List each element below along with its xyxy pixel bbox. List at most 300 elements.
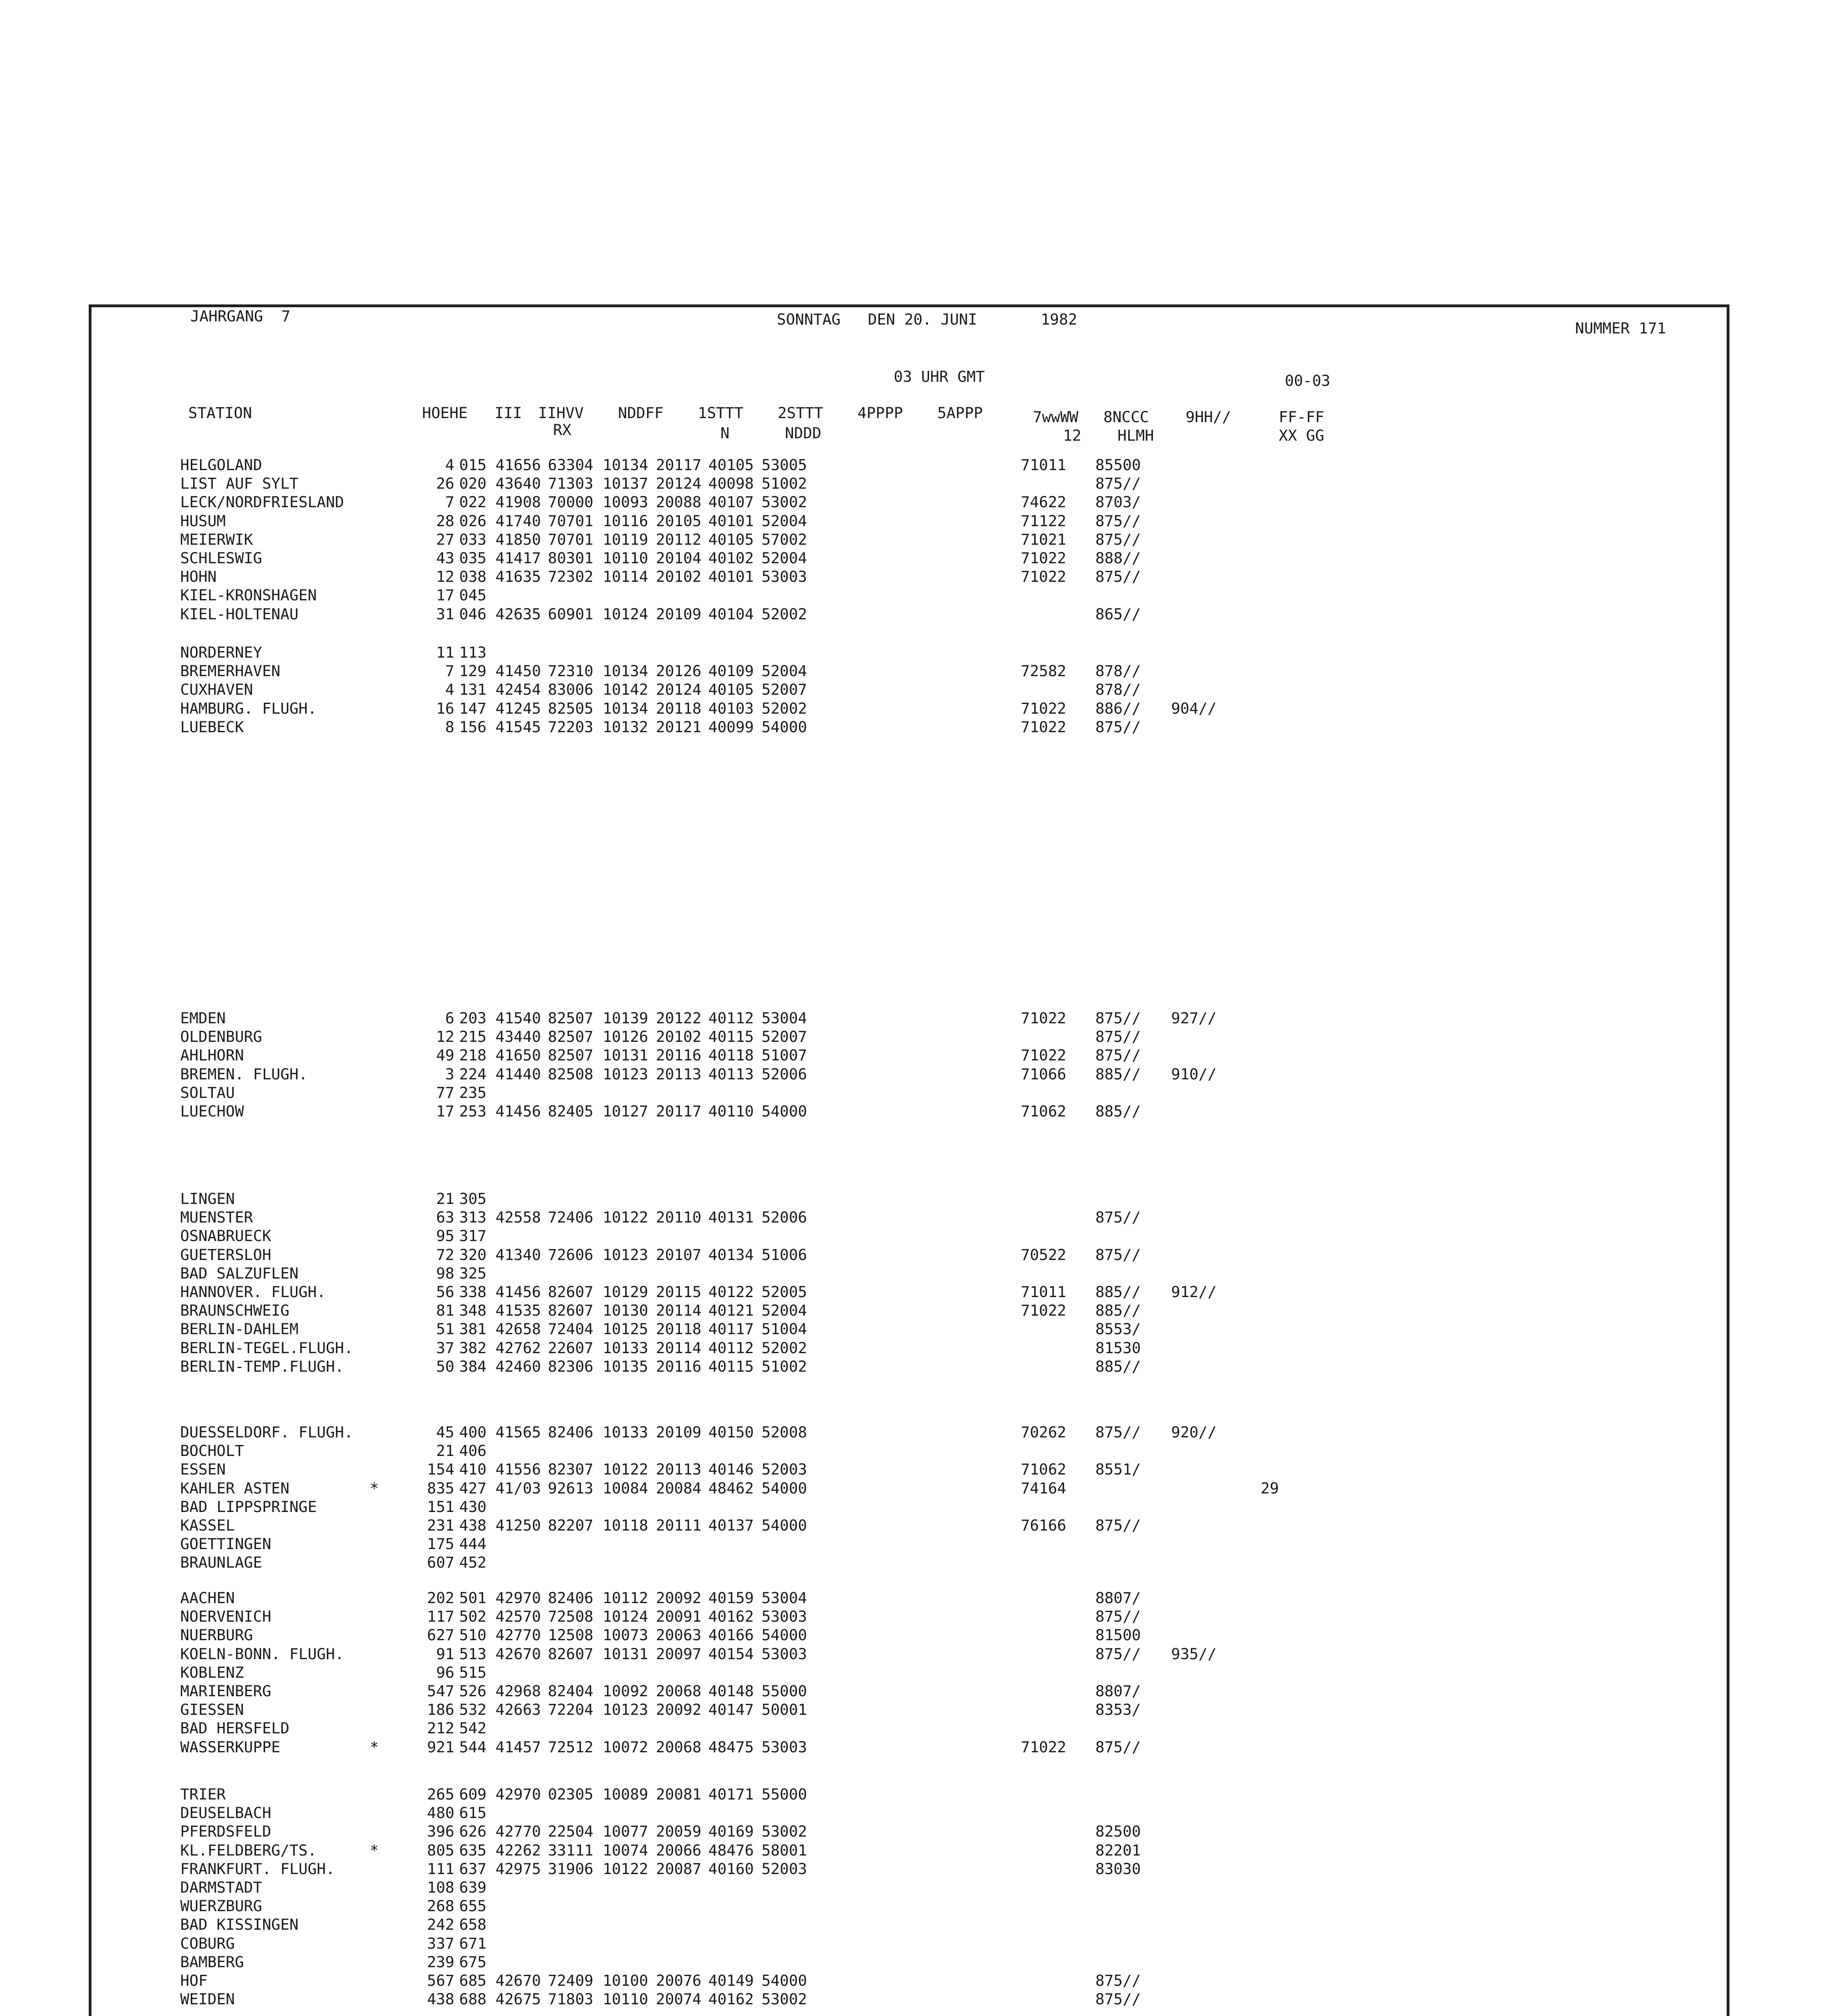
station-index: 015 [459,456,487,474]
station-name: HELGOLAND [180,456,262,474]
group-8nccc: 8807/ [1095,1589,1141,1607]
col-7wwww: 7wwWW [1033,408,1078,426]
station-name: BAD HERSFELD [180,1719,289,1737]
group-2sttt: 20110 [656,1208,701,1227]
station-index: 410 [459,1460,487,1479]
group-5appp: 52006 [762,1208,807,1227]
station-name: WASSERKUPPE [180,1738,281,1756]
table-row [92,1027,1732,1046]
elevation-value: 50 [436,1357,454,1375]
table-row [92,699,1732,718]
station-index: 501 [459,1589,487,1607]
group-5appp: 53002 [762,1822,807,1841]
table-row [92,1971,1732,1990]
table-row [92,512,1732,530]
station-index: 215 [459,1028,487,1046]
group-5appp: 53004 [762,1009,807,1027]
group-iihvv: 41850 [495,530,541,548]
station-index: 671 [459,1934,487,1952]
elevation-value: 835 [427,1479,454,1497]
station-index: 253 [459,1102,487,1120]
station-index: 685 [459,1972,487,1989]
group-1sttt: 10072 [603,1738,648,1756]
station-index: 452 [459,1554,487,1572]
elevation-value: 96 [436,1663,454,1681]
station-index: 235 [459,1083,487,1102]
station-name: HOF [180,1972,208,1989]
group-2sttt: 20105 [656,512,701,530]
table-row [92,1102,1732,1120]
group-2sttt: 20116 [656,1357,701,1375]
group-2sttt: 20113 [656,1065,701,1083]
group-iihvv: 41565 [495,1423,541,1441]
elevation-value: 154 [427,1460,454,1479]
group-2sttt: 20059 [656,1822,701,1841]
elevation-value: 17 [436,1102,454,1120]
group-1sttt: 10124 [603,605,648,623]
group-4pppp: 40159 [708,1589,754,1607]
table-row [92,1009,1732,1027]
group-5appp: 52005 [762,1283,807,1301]
col-5appp: 5APPP [937,404,983,422]
group-1sttt: 10089 [603,1785,648,1803]
elevation-value: 231 [427,1516,454,1534]
group-iihvv: 41456 [495,1283,541,1301]
group-8nccc: 875// [1095,1046,1141,1064]
station-name: OSNABRUECK [180,1227,271,1245]
group-1sttt: 10130 [603,1302,648,1320]
group-iihvv: 41245 [495,699,541,717]
station-index: 129 [459,662,487,680]
group-4pppp: 40171 [708,1785,754,1803]
col-8nccc: 8NCCC [1103,408,1149,426]
group-4pppp: 40149 [708,1972,754,1989]
group-4pppp: 40150 [708,1423,754,1441]
group-iihvv: 42970 [495,1589,541,1607]
station-name: BERLIN-DAHLEM [180,1320,299,1338]
station-index: 615 [459,1804,487,1822]
group-8nccc: 875// [1095,475,1141,493]
group-nddff: 82207 [548,1516,593,1534]
group-8nccc: 875// [1095,1208,1141,1227]
group-1sttt: 10134 [603,662,648,680]
station-name: HUSUM [180,512,226,530]
group-5appp: 53005 [762,456,807,474]
group-iihvv: 41456 [495,1102,541,1120]
group-nddff: 82607 [548,1283,593,1301]
table-row [92,1915,1732,1934]
group-iihvv: 41540 [495,1009,541,1027]
table-row [92,1626,1732,1644]
group-4pppp: 40154 [708,1645,754,1663]
group-iihvv: 43440 [495,1028,541,1046]
group-5appp: 51002 [762,475,807,493]
group-nddff: 82306 [548,1357,593,1375]
group-2sttt: 20117 [656,1102,701,1120]
group-nddff: 12508 [548,1626,593,1644]
group-8nccc: 875// [1095,1738,1141,1756]
station-name: EMDEN [180,1009,226,1027]
group-2sttt: 20084 [656,1479,701,1497]
station-index: 338 [459,1283,487,1301]
group-1sttt: 10125 [603,1320,648,1338]
group-iihvv: 42670 [495,1645,541,1663]
group-iihvv: 41250 [495,1516,541,1534]
group-4pppp: 40148 [708,1682,754,1700]
group-4pppp: 40146 [708,1460,754,1479]
group-2sttt: 20121 [656,718,701,736]
station-name: AHLHORN [180,1046,244,1064]
group-2sttt: 20113 [656,1460,701,1479]
group-4pppp: 40113 [708,1065,754,1083]
elevation-value: 111 [427,1860,454,1878]
group-8nccc: 875// [1095,1245,1141,1264]
station-name: MARIENBERG [180,1682,271,1700]
elevation-value: 202 [427,1589,454,1607]
group-nddff: 02305 [548,1785,593,1803]
group-7wwww: 71022 [1021,699,1066,717]
table-row [92,662,1732,680]
group-4pppp: 40112 [708,1339,754,1357]
station-name: MEIERWIK [180,530,253,548]
elevation-value: 51 [436,1320,454,1338]
group-1sttt: 10084 [603,1479,648,1497]
group-4pppp: 40101 [708,512,754,530]
group-5appp: 55000 [762,1682,807,1700]
group-2sttt: 20118 [656,1320,701,1338]
group-iihvv: 41545 [495,718,541,736]
group-5appp: 52004 [762,549,807,567]
group-nddff: 71803 [548,1990,593,2008]
table-row [92,1953,1732,1971]
elevation-value: 480 [427,1804,454,1822]
table-row [92,1301,1732,1320]
group-5appp: 52002 [762,1339,807,1357]
station-name: PFERDSFELD [180,1822,271,1841]
station-index: 626 [459,1822,487,1841]
group-iihvv: 42762 [495,1339,541,1357]
station-index: 400 [459,1423,487,1441]
elevation-value: 43 [436,549,454,567]
group-iihvv: 42975 [495,1860,541,1878]
table-row [92,1189,1732,1208]
group-9hh: 910// [1171,1065,1217,1083]
elevation-value: 7 [445,662,454,680]
station-name: GIESSEN [180,1701,244,1719]
station-name: KOELN-BONN. FLUGH. [180,1645,344,1663]
group-7wwww: 71122 [1021,512,1066,530]
group-2sttt: 20091 [656,1608,701,1626]
group-nddff: 72302 [548,568,593,586]
group-nddff: 82507 [548,1009,593,1027]
group-5appp: 54000 [762,1102,807,1120]
group-8nccc: 875// [1095,1645,1141,1663]
group-2sttt: 20102 [656,568,701,586]
group-2sttt: 20114 [656,1339,701,1357]
group-ff: 29 [1261,1479,1279,1497]
elevation-value: 11 [436,644,454,661]
table-row [92,1607,1732,1626]
station-name: KIEL-HOLTENAU [180,605,299,623]
group-7wwww: 71021 [1021,530,1066,548]
col-hlmh: HLMH [1118,427,1154,444]
group-nddff: 82406 [548,1423,593,1441]
elevation-value: 438 [427,1990,454,2008]
group-5appp: 52007 [762,1028,807,1046]
group-5appp: 58001 [762,1841,807,1859]
station-name: TRIER [180,1785,226,1803]
group-2sttt: 20109 [656,1423,701,1441]
col-hoehe: HOEHE [422,404,468,422]
group-1sttt: 10118 [603,1516,648,1534]
group-5appp: 52002 [762,605,807,623]
station-index: 384 [459,1357,487,1375]
table-row [92,1719,1732,1737]
group-nddff: 22504 [548,1822,593,1841]
report-sheet [89,304,1729,2016]
group-iihvv: 41457 [495,1738,541,1756]
station-index: 510 [459,1626,487,1644]
group-nddff: 82507 [548,1046,593,1064]
table-row [92,1320,1732,1338]
station-name: OLDENBURG [180,1028,262,1046]
group-5appp: 52004 [762,1302,807,1320]
table-row [92,1897,1732,1915]
report-date: SONNTAG DEN 20. JUNI 1982 [777,310,1078,328]
group-nddff: 22607 [548,1339,593,1357]
col-n: N [720,424,730,442]
group-2sttt: 20063 [656,1626,701,1644]
group-iihvv: 42968 [495,1682,541,1700]
group-4pppp: 40105 [708,530,754,548]
group-iihvv: 42970 [495,1785,541,1803]
group-4pppp: 40137 [708,1516,754,1534]
station-name: LUECHOW [180,1102,244,1120]
group-8nccc: 85500 [1095,456,1141,474]
group-1sttt: 10073 [603,1626,648,1644]
group-7wwww: 71011 [1021,1283,1066,1301]
group-iihvv: 43640 [495,475,541,493]
group-5appp: 52003 [762,1860,807,1878]
group-1sttt: 10123 [603,1701,648,1719]
group-2sttt: 20104 [656,549,701,567]
group-iihvv: 41450 [495,662,541,680]
group-9hh: 935// [1171,1645,1217,1663]
group-nddff: 31906 [548,1860,593,1878]
group-1sttt: 10131 [603,1046,648,1064]
elevation-value: 7 [445,493,454,511]
station-name: BRAUNSCHWEIG [180,1302,289,1320]
station-index: 131 [459,681,487,699]
station-name: GOETTINGEN [180,1535,271,1553]
group-1sttt: 10131 [603,1645,648,1663]
group-1sttt: 10129 [603,1283,648,1301]
elevation-value: 921 [427,1738,454,1756]
elevation-value: 117 [427,1608,454,1626]
group-2sttt: 20102 [656,1028,701,1046]
group-nddff: 60901 [548,605,593,623]
col-12: 12 [1063,427,1082,444]
elevation-value: 627 [427,1626,454,1644]
station-index: 635 [459,1841,487,1859]
group-7wwww: 71022 [1021,1046,1066,1064]
group-iihvv: 42770 [495,1626,541,1644]
group-nddff: 82507 [548,1028,593,1046]
table-row [92,1083,1732,1102]
col-rx: RX [553,421,572,439]
group-iihvv: 41/03 [495,1479,541,1497]
group-nddff: 82607 [548,1645,593,1663]
station-index: 609 [459,1785,487,1803]
group-7wwww: 71011 [1021,456,1066,474]
group-8nccc: 875// [1095,1990,1141,2008]
station-name: DEUSELBACH [180,1804,271,1822]
group-nddff: 83006 [548,681,593,699]
group-7wwww: 71066 [1021,1065,1066,1083]
group-nddff: 70701 [548,530,593,548]
col-iihvv: IIHVV [538,404,584,422]
group-5appp: 54000 [762,1479,807,1497]
group-4pppp: 40102 [708,549,754,567]
group-4pppp: 40117 [708,1320,754,1338]
group-2sttt: 20117 [656,456,701,474]
group-7wwww: 71062 [1021,1460,1066,1479]
group-nddff: 72409 [548,1972,593,1989]
group-iihvv: 42454 [495,681,541,699]
table-row [92,1516,1732,1535]
table-row [92,1785,1732,1804]
elevation-value: 28 [436,512,454,530]
station-name: AACHEN [180,1589,235,1607]
group-4pppp: 40147 [708,1701,754,1719]
station-name: KL.FELDBERG/TS. [180,1841,317,1859]
station-name: HAMBURG. FLUGH. [180,699,317,717]
group-nddff: 72204 [548,1701,593,1719]
station-name: LECK/NORDFRIESLAND [180,493,344,511]
col-nddd: NDDD [785,424,822,442]
table-row [92,1535,1732,1553]
issue-number: NUMMER 171 [1575,319,1666,337]
elevation-value: 3 [445,1065,454,1083]
table-row [92,1990,1732,2008]
station-index: 542 [459,1719,487,1737]
group-5appp: 51007 [762,1046,807,1064]
group-iihvv: 42663 [495,1701,541,1719]
station-name: NUERBURG [180,1626,253,1644]
station-index: 218 [459,1046,487,1064]
group-4pppp: 48462 [708,1479,754,1497]
group-5appp: 52006 [762,1065,807,1083]
elevation-value: 547 [427,1682,454,1700]
group-1sttt: 10122 [603,1460,648,1479]
group-nddff: 33111 [548,1841,593,1859]
group-1sttt: 10139 [603,1009,648,1027]
group-5appp: 53003 [762,568,807,586]
group-iihvv: 41535 [495,1302,541,1320]
jahrgang-label: JAHRGANG 7 [190,307,291,325]
group-2sttt: 20068 [656,1682,701,1700]
group-9hh: 920// [1171,1423,1217,1441]
group-iihvv: 41440 [495,1065,541,1083]
group-nddff: 63304 [548,456,593,474]
group-iihvv: 41908 [495,493,541,511]
station-index: 430 [459,1497,487,1516]
station-index: 026 [459,512,487,530]
station-index: 544 [459,1738,487,1756]
station-name: BAD KISSINGEN [180,1916,299,1934]
group-9hh: 904// [1171,699,1217,717]
elevation-value: 268 [427,1897,454,1915]
elevation-value: 239 [427,1953,454,1971]
table-row [92,1497,1732,1516]
elevation-value: 56 [436,1283,454,1301]
group-nddff: 72508 [548,1608,593,1626]
group-5appp: 53003 [762,1738,807,1756]
group-8nccc: 8703/ [1095,493,1141,511]
group-8nccc: 885// [1095,1102,1141,1120]
station-name: KIEL-KRONSHAGEN [180,586,317,604]
group-iihvv: 42675 [495,1990,541,2008]
group-1sttt: 10133 [603,1423,648,1441]
group-nddff: 72406 [548,1208,593,1227]
group-7wwww: 71062 [1021,1102,1066,1120]
group-4pppp: 40169 [708,1822,754,1841]
group-7wwww: 71022 [1021,568,1066,586]
elevation-value: 21 [436,1442,454,1460]
group-8nccc: 878// [1095,681,1141,699]
station-index: 688 [459,1990,487,2008]
group-1sttt: 10122 [603,1208,648,1227]
group-2sttt: 20092 [656,1701,701,1719]
table-row [92,1700,1732,1719]
group-8nccc: 888// [1095,549,1141,567]
group-9hh: 912// [1171,1283,1217,1301]
group-2sttt: 20066 [656,1841,701,1859]
station-index: 526 [459,1682,487,1700]
group-8nccc: 885// [1095,1283,1141,1301]
group-2sttt: 20116 [656,1046,701,1064]
elevation-value: 607 [427,1554,454,1572]
elevation-value: 49 [436,1046,454,1064]
col-iii: III [495,404,522,422]
table-row [92,1065,1732,1083]
station-index: 035 [459,549,487,567]
group-4pppp: 48476 [708,1841,754,1859]
table-row [92,1682,1732,1700]
station-name: FRANKFURT. FLUGH. [180,1860,335,1878]
col-4pppp: 4PPPP [857,404,903,422]
station-index: 406 [459,1442,487,1460]
table-row [92,1227,1732,1245]
group-5appp: 54000 [762,1972,807,1989]
table-row [92,456,1732,474]
station-index: 502 [459,1608,487,1626]
group-nddff: 72512 [548,1738,593,1756]
table-row [92,1460,1732,1479]
group-2sttt: 20097 [656,1645,701,1663]
group-2sttt: 20076 [656,1972,701,1989]
elevation-value: 45 [436,1423,454,1441]
group-4pppp: 40121 [708,1302,754,1320]
elevation-value: 77 [436,1083,454,1102]
group-5appp: 55000 [762,1785,807,1803]
group-4pppp: 40162 [708,1990,754,2008]
station-name: HANNOVER. FLUGH. [180,1283,326,1301]
station-name: HOHN [180,568,217,586]
group-1sttt: 10112 [603,1589,648,1607]
elevation-value: 805 [427,1841,454,1859]
table-row [92,680,1732,699]
